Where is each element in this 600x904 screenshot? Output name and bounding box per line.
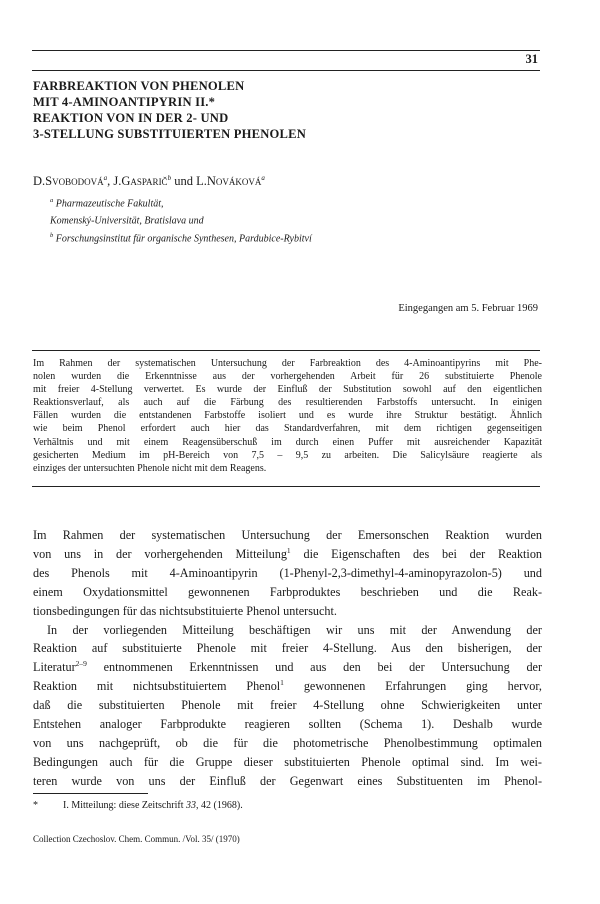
body-line: tionsbedingungen für das nichtsubstituierte Phenol untersucht.: [33, 603, 337, 618]
author-list: [33, 174, 265, 189]
body-fragment: von uns in der vorhergehenden Mitteilung: [33, 546, 287, 561]
reference-mark: 1: [280, 678, 284, 688]
footnote-volume: 33: [186, 800, 197, 811]
affiliation-line: [50, 229, 312, 246]
body-fragment: die Eigenschaften des bei der Reaktion: [303, 546, 543, 561]
title-line: MIT 4-AMINOANTIPYRIN II.*: [33, 95, 216, 109]
author-affil-mark: a: [103, 174, 108, 182]
footnote: [33, 800, 243, 811]
abstract-line: Fällen wurden die entstandenen Farbstoffe isoliert und es wurde ihre Struktur bestätigt. Ähnlich: [33, 410, 542, 422]
abstract-line: gesicherten Medium im pH-Bereich von 7,5 – 9,5 zu arbeiten. Die Salicylsäure reagierte als: [33, 449, 542, 461]
body-line: Bedingungen auch für die Gruppe dieser substituierten Phenole optimal sind. Im wei-: [33, 754, 542, 769]
body-line: [33, 545, 542, 564]
abstract-line: nolen wurden die Erkenntnisse aus der vorhergehenden Arbeit für 26 substituierte Phenole: [33, 371, 542, 383]
affiliations: [50, 194, 312, 246]
abstract-line: wie beim Phenol erfordert auch hier das Standardverfahren, mit dem richtigen gegenseitigen: [33, 423, 542, 435]
body-line: [33, 677, 542, 696]
body-line: von uns nachgeprüft, ob die für die photometrische Phenolbestimmung optimalen: [33, 735, 542, 750]
body-line: teren wurde von uns der Einfluß der Gegenwart eines Substituenten im Phenol-: [33, 773, 542, 788]
body-fragment: Reaktion mit nichtsubstituiertem Phenol: [33, 679, 281, 694]
abstract-top-rule: [32, 350, 540, 351]
reference-mark: 2–9: [75, 659, 87, 669]
title-line: REAKTION VON IN DER 2- UND: [33, 111, 229, 125]
abstract-line: Im Rahmen der systematischen Untersuchung der Farbreaktion des 4-Aminoantipyrins mit Phe-: [33, 358, 542, 369]
affiliation-text: Pharmazeutische Fakultät,: [55, 198, 164, 210]
body-fragment: gewonnenen Erfahrungen ging hervor,: [303, 679, 542, 694]
footnote-rule: [33, 793, 148, 794]
author-name: D.Svobodová: [33, 174, 104, 189]
article-title: [33, 78, 553, 142]
abstract: [33, 357, 542, 475]
body-line: des Phenols mit 4-Aminoantipyrin (1-Phenyl-2,3-dimethyl-4-aminopyrazolon-5) und: [33, 565, 542, 580]
affiliation-text: Komenský-Universität, Bratislava und: [50, 215, 204, 227]
reference-mark: 1: [286, 545, 291, 555]
footnote-text-end: , 42 (1968).: [196, 800, 243, 811]
footnote-mark: *: [33, 800, 38, 811]
body-line: einem Oxydationsmittel gewonnenen Farbproduktes beschrieben und die Reak-: [33, 584, 542, 599]
body-fragment: entnommenen Erkenntnissen und aus den bei der Untersuchung der: [103, 660, 543, 675]
body-line: Reaktion auf substituierte Phenole mit freier 4-Stellung. Aus den bisherigen, der: [33, 641, 542, 656]
abstract-line: einziges der untersuchten Phenole nicht mit dem Reagens.: [33, 462, 267, 474]
author-name: J.Gasparič: [113, 174, 168, 189]
author-affil-mark: b: [167, 174, 172, 182]
page-number: 31: [525, 52, 538, 66]
title-line: FARBREAKTION VON PHENOLEN: [33, 79, 245, 93]
affiliation-mark: a: [50, 197, 54, 204]
abstract-line: Verhältnis und mit einem Reagensüberschuß im durch einen Puffer mit ausreichender Kapazität: [33, 436, 542, 448]
affiliation-mark: b: [50, 231, 54, 239]
header-rule-lower: [32, 70, 540, 71]
body-line: In der vorliegenden Mitteilung beschäftigen wir uns mit der Anwendung der: [47, 622, 542, 637]
abstract-bottom-rule: [32, 486, 540, 487]
abstract-line: mit freier 4-Stellung verwertet. Es wurde der Einfluß der Substitution sowohl auf den eigentlichen: [33, 384, 542, 396]
author-name: L.Nováková: [196, 174, 262, 189]
affiliation-line: [50, 211, 312, 228]
abstract-line: Reaktionsverlauf, als auch auf die Färbung des resultierenden Farbstoffs untersucht. In einigen: [33, 397, 542, 409]
author-separator: und: [171, 174, 197, 189]
body-text: [33, 526, 542, 791]
body-line: [33, 658, 542, 677]
title-line: 3-STELLUNG SUBSTITUIERTEN PHENOLEN: [33, 127, 306, 141]
author-separator: ,: [107, 174, 114, 189]
body-fragment: Literatur: [33, 660, 76, 675]
affiliation-line: [50, 194, 312, 211]
received-date: Eingegangen am 5. Februar 1969: [398, 303, 538, 314]
affiliation-text: Forschungsinstitut für organische Synthesen, Pardubice-Rybitví: [55, 232, 312, 244]
author-affil-mark: a: [261, 174, 265, 182]
journal-citation: Collection Czechoslov. Chem. Commun. /Vol. 35/ (1970): [33, 834, 240, 844]
header-rule: [32, 50, 540, 51]
body-line: Entstehen analoger Farbprodukte reagieren sollten (Schema 1). Deshalb wurde: [33, 717, 542, 732]
footnote-text: I. Mitteilung: diese Zeitschrift: [63, 800, 187, 811]
body-line: daß die substituierten Phenole mit freier 4-Stellung ohne Schwierigkeiten unter: [33, 698, 542, 713]
body-line: Im Rahmen der systematischen Untersuchung der Emersonschen Reaktion wurden: [33, 528, 542, 542]
